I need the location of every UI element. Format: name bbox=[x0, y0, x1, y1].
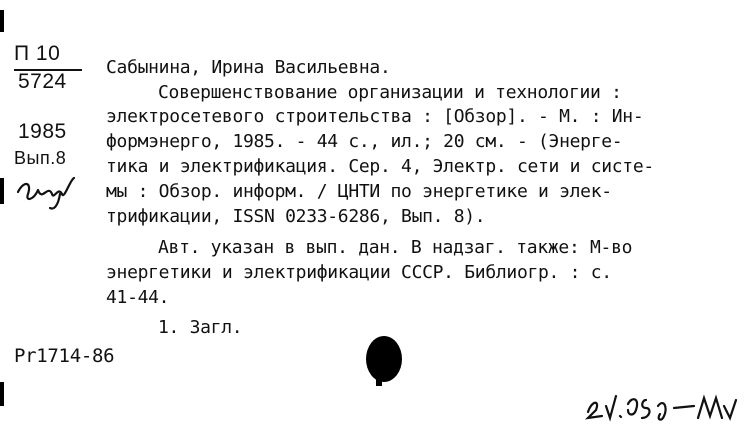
handwritten-date bbox=[584, 386, 744, 426]
title-line: формэнерго, 1985. - 44 с., ил.; 20 см. - (Энерге- bbox=[106, 131, 623, 152]
handwritten-initials bbox=[14, 172, 84, 212]
shelfmark-line2: 5724 bbox=[18, 70, 67, 93]
notes-line: Авт. указан в вып. дан. В надзаг. также: М-во bbox=[158, 237, 633, 258]
shelfmark-line1: П 10 bbox=[14, 42, 61, 65]
issue-number: Вып.8 bbox=[14, 148, 67, 168]
publication-year: 1985 bbox=[18, 120, 67, 143]
author-heading: Сабынина, Ирина Васильевна. bbox=[106, 57, 391, 78]
edge-mark bbox=[0, 10, 4, 32]
title-line: тика и электрификация. Сер. 4, Электр. сети и систе- bbox=[106, 156, 654, 177]
tracing: 1. Загл. bbox=[158, 317, 243, 338]
notes-line: энергетики и электрификации СССР. Библиогр. : с. bbox=[106, 262, 612, 283]
title-line: электросетевого строительства : [Обзор]. - М. : Ин- bbox=[106, 106, 644, 127]
title-line: трификации, ISSN 0233-6286, Вып. 8). bbox=[106, 206, 486, 227]
punch-hole bbox=[366, 336, 402, 382]
title-line: Совершенствование организации и технологии : bbox=[158, 82, 622, 103]
punch-hole-notch bbox=[376, 376, 382, 386]
title-line: мы : Обзор. информ. / ЦНТИ по энергетике и элек- bbox=[106, 181, 612, 202]
edge-mark bbox=[0, 382, 4, 406]
registration-number: Pr1714-86 bbox=[14, 345, 115, 367]
notes-line: 41-44. bbox=[106, 287, 170, 308]
edge-mark bbox=[0, 178, 4, 204]
